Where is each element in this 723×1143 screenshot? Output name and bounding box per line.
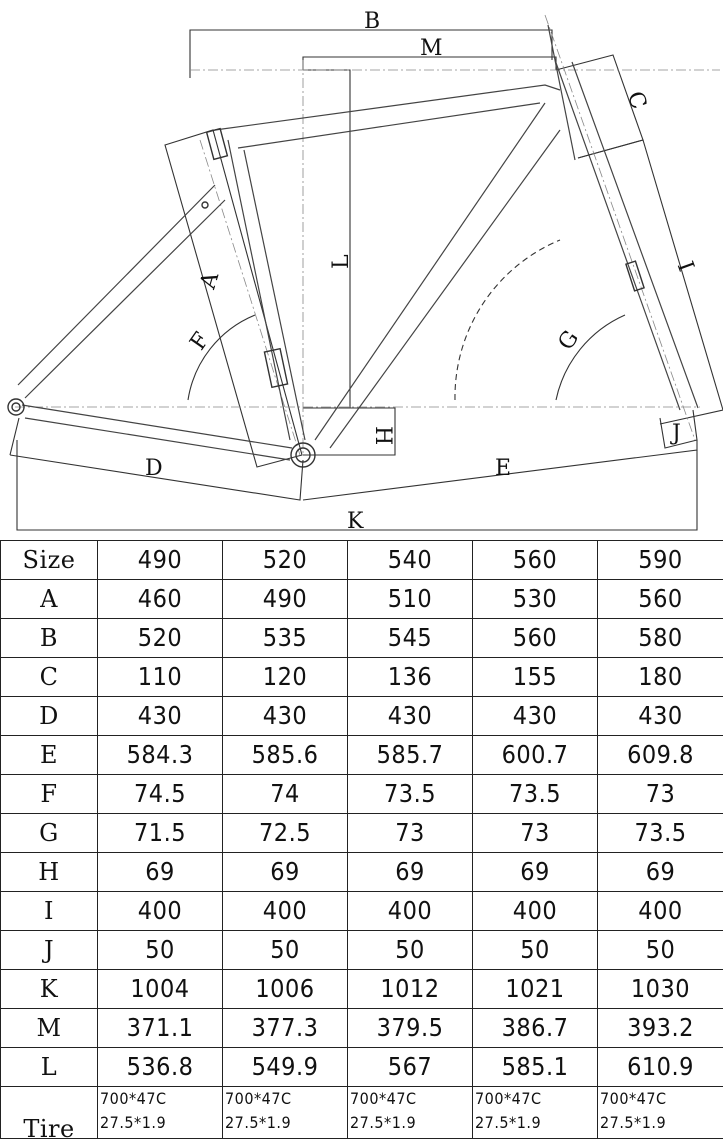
table-cell: 600.7 (473, 736, 598, 775)
fork-top (548, 25, 575, 160)
table-cell: 50 (223, 931, 348, 970)
table-cell: 400 (348, 892, 473, 931)
seat-stay (18, 185, 225, 398)
row-label: L (1, 1048, 98, 1087)
table-cell: 393.2 (598, 1009, 723, 1048)
table-cell: 584.3 (98, 736, 223, 775)
table-cell: 120 (223, 658, 348, 697)
down-tube-inner (330, 130, 560, 448)
table-cell: 371.1 (98, 1009, 223, 1048)
steer-axis-line (545, 15, 695, 440)
table-cell: 73.5 (348, 775, 473, 814)
tire-row (1, 1087, 723, 1139)
angle-arc-g (556, 315, 625, 400)
label-h: H (370, 426, 395, 445)
table-row (1, 580, 723, 619)
label-d: D (145, 456, 163, 481)
tire-label: Tire (1, 1087, 98, 1139)
table-cell: 50 (348, 931, 473, 970)
table-cell: 73 (473, 814, 598, 853)
table-row (1, 658, 723, 697)
table-cell: 460 (98, 580, 223, 619)
table-cell: 180 (598, 658, 723, 697)
table-cell: 136 (348, 658, 473, 697)
row-label: M (1, 1009, 98, 1048)
bottle-bolt (202, 202, 208, 208)
table-row (1, 736, 723, 775)
table-cell: 400 (473, 892, 598, 931)
table-cell: 545 (348, 619, 473, 658)
row-label: J (1, 931, 98, 970)
top-tube-inner (238, 103, 540, 148)
table-cell: 1012 (348, 970, 473, 1009)
row-label: B (1, 619, 98, 658)
row-label: H (1, 853, 98, 892)
seat-tube-frame (228, 140, 305, 440)
table-cell: 50 (473, 931, 598, 970)
table-cell: 50 (598, 931, 723, 970)
table-cell: 510 (348, 580, 473, 619)
label-g: G (554, 326, 585, 355)
table-cell: 1021 (473, 970, 598, 1009)
geometry-table (0, 540, 723, 1139)
table-cell: 549.9 (223, 1048, 348, 1087)
angle-arc-f (188, 315, 255, 400)
table-cell: 110 (98, 658, 223, 697)
row-label: F (1, 775, 98, 814)
table-cell: 400 (98, 892, 223, 931)
table-cell: 536.8 (98, 1048, 223, 1087)
table-cell: 585.7 (348, 736, 473, 775)
table-cell: 50 (98, 931, 223, 970)
table-cell: 585.6 (223, 736, 348, 775)
table-row (1, 1048, 723, 1087)
table-cell: 73 (598, 775, 723, 814)
table-row (1, 775, 723, 814)
table-cell: 1004 (98, 970, 223, 1009)
row-label: C (1, 658, 98, 697)
row-label: G (1, 814, 98, 853)
table-cell: 567 (348, 1048, 473, 1087)
table-cell: 74 (223, 775, 348, 814)
table-cell: 400 (598, 892, 723, 931)
table-cell: 400 (223, 892, 348, 931)
label-e: E (495, 456, 511, 481)
head-tube-dim-i (578, 140, 723, 424)
head-tube (555, 60, 698, 410)
table-cell: 610.9 (598, 1048, 723, 1087)
row-label: I (1, 892, 98, 931)
table-cell: 69 (98, 853, 223, 892)
table-cell: 71.5 (98, 814, 223, 853)
tire-cell: 700*47C 27.5*1.9 (598, 1087, 723, 1139)
table-row (1, 1009, 723, 1048)
dash-arc (455, 240, 560, 400)
size-490: 490 (98, 541, 223, 580)
size-540: 540 (348, 541, 473, 580)
label-i: I (672, 258, 698, 275)
table-cell: 72.5 (223, 814, 348, 853)
table-cell: 69 (598, 853, 723, 892)
row-label: D (1, 697, 98, 736)
row-label: E (1, 736, 98, 775)
table-cell: 490 (223, 580, 348, 619)
size-590: 590 (598, 541, 723, 580)
table-cell: 530 (473, 580, 598, 619)
table-cell: 430 (348, 697, 473, 736)
table-cell: 73 (348, 814, 473, 853)
table-cell: 609.8 (598, 736, 723, 775)
label-b: B (364, 9, 380, 34)
table-cell: 520 (98, 619, 223, 658)
table-cell: 430 (598, 697, 723, 736)
table-cell: 69 (223, 853, 348, 892)
row-label: K (1, 970, 98, 1009)
table-cell: 155 (473, 658, 598, 697)
table-cell: 73.5 (473, 775, 598, 814)
table-row (1, 814, 723, 853)
label-m: M (420, 36, 443, 61)
row-label: A (1, 580, 98, 619)
table-cell: 73.5 (598, 814, 723, 853)
table-cell: 580 (598, 619, 723, 658)
table-cell: 74.5 (98, 775, 223, 814)
table-cell: 560 (473, 619, 598, 658)
tire-cell: 700*47C 27.5*1.9 (223, 1087, 348, 1139)
table-row (1, 853, 723, 892)
table-row (1, 619, 723, 658)
size-560: 560 (473, 541, 598, 580)
label-c: C (622, 88, 651, 112)
label-k: K (347, 509, 364, 534)
tire-cell: 700*47C 27.5*1.9 (348, 1087, 473, 1139)
label-a: A (195, 268, 224, 293)
label-j: J (670, 421, 681, 446)
table-header-row (1, 541, 723, 580)
table-cell: 585.1 (473, 1048, 598, 1087)
table-cell: 69 (473, 853, 598, 892)
label-f: F (186, 328, 215, 355)
dim-l-line (303, 70, 350, 408)
seat-tube-dim (165, 130, 302, 467)
table-row (1, 931, 723, 970)
table-cell: 430 (98, 697, 223, 736)
tire-cell: 700*47C 27.5*1.9 (98, 1087, 223, 1139)
table-row (1, 697, 723, 736)
table-cell: 1030 (598, 970, 723, 1009)
table-cell: 430 (473, 697, 598, 736)
chain-stay (22, 405, 292, 460)
table-cell: 1006 (223, 970, 348, 1009)
table-cell: 430 (223, 697, 348, 736)
table-cell: 69 (348, 853, 473, 892)
size-header: Size (1, 541, 98, 580)
table-row (1, 970, 723, 1009)
table-row (1, 892, 723, 931)
tire-cell: 700*47C 27.5*1.9 (473, 1087, 598, 1139)
table-cell: 379.5 (348, 1009, 473, 1048)
size-520: 520 (223, 541, 348, 580)
dim-b-line (190, 30, 552, 78)
table-cell: 535 (223, 619, 348, 658)
table-cell: 377.3 (223, 1009, 348, 1048)
table-cell: 386.7 (473, 1009, 598, 1048)
table-cell: 560 (598, 580, 723, 619)
frame-geometry-diagram (0, 0, 723, 540)
seat-axis-line (200, 140, 300, 455)
label-l: L (329, 254, 354, 269)
